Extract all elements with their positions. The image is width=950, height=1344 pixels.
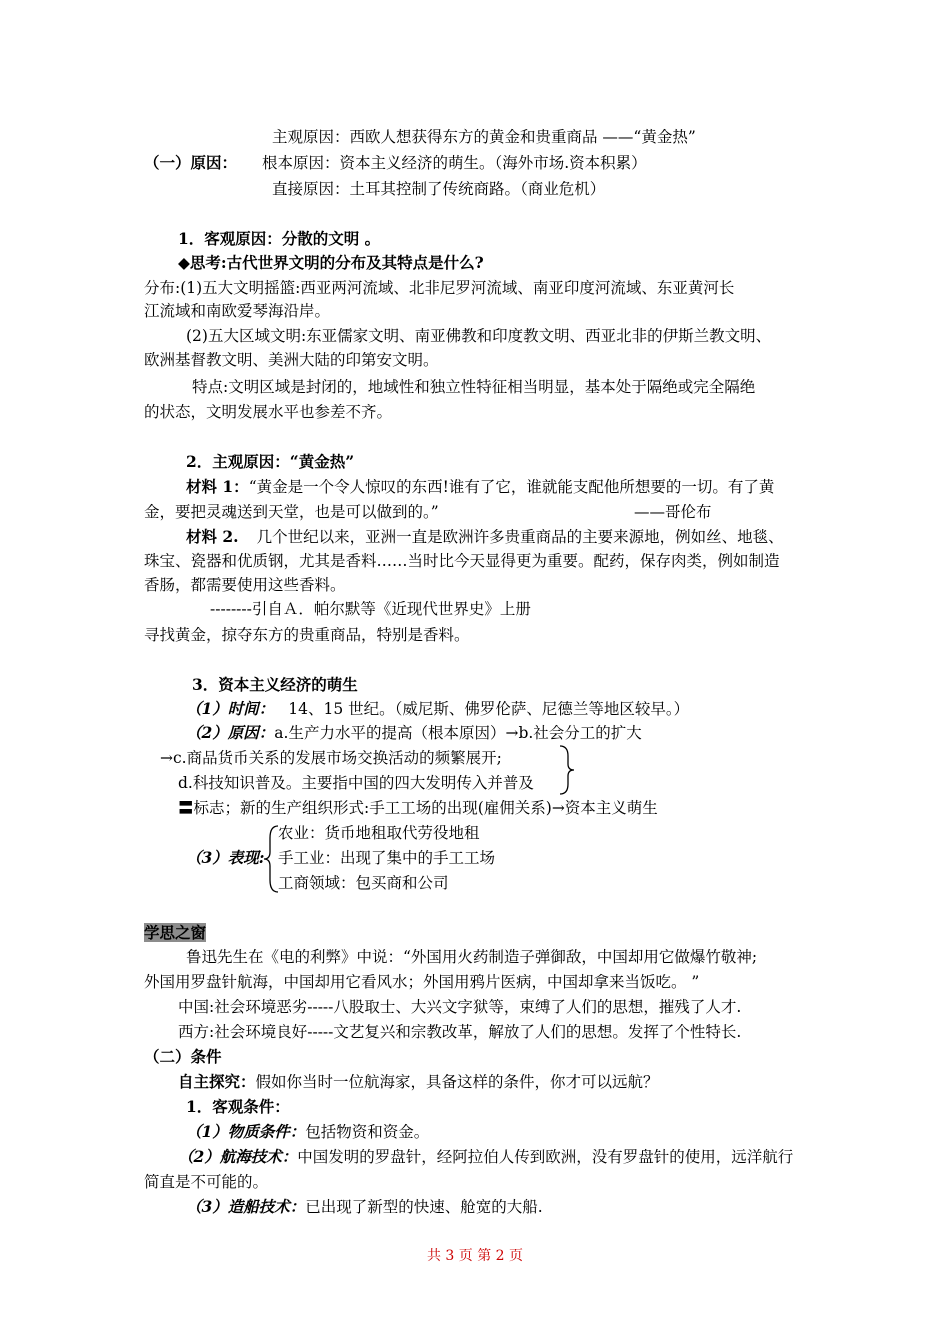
explore-row: [178, 1071, 659, 1093]
reason-a: a.生产力水平的提高（根本原因）→b.社会分工的扩大: [274, 724, 642, 742]
objective-heading: 1．客观条件：: [186, 1097, 290, 1116]
reason-d: d.科技知识普及。主要指中国的四大发明传入并普及: [178, 774, 534, 792]
mark-row: 〓标志；新的生产组织形式:手工工场的出现(雇佣关系)→资本主义萌生: [178, 799, 658, 817]
section-2-summary: 寻找黄金，掠夺东方的贵重商品，特别是香料。: [144, 626, 470, 644]
expression-handicraft: 手工业：出现了集中的手工工场: [278, 849, 496, 867]
window-west: 西方:社会环境良好-----文艺复兴和宗教改革，解放了人们的思想。发挥了个性特长.: [178, 1023, 742, 1041]
section-3-heading: 3．资本主义经济的萌生: [192, 675, 358, 694]
distribution-line-3: (2)五大区域文明:东亚儒家文明、南亚佛教和印度教文明、西亚北非的伊斯兰教文明、: [186, 327, 772, 345]
navigation-tech: [178, 1146, 793, 1168]
cause-direct: 直接原因：土耳其控制了传统商路。（商业危机）: [272, 180, 606, 198]
expression-commerce: 工商领域：包买商和公司: [278, 874, 449, 892]
window-para-1: 鲁迅先生在《电的利弊》中说：“外国用火药制造子弹御敌，中国却用它做爆竹敬神;: [186, 948, 758, 966]
navigation-tech-line-2: 简直是不可能的。: [144, 1173, 269, 1191]
explore-text: 假如你当时一位航海家，具备这样的条件，你才可以远航？: [255, 1073, 659, 1091]
material-1-author: ——哥伦布: [634, 503, 712, 521]
reason-brace: [556, 744, 578, 796]
shipbuilding-tech-text: 已出现了新型的快速、舱宽的大船.: [305, 1198, 543, 1216]
reason-c: →c.商品货币关系的发展市场交换活动的频繁展开;: [160, 749, 502, 767]
cause-label: （一）原因：: [144, 153, 238, 172]
reason-row: [186, 722, 642, 744]
material-1: [186, 476, 774, 498]
feature-line-2: 的状态，文明发展水平也参差不齐。: [144, 403, 393, 421]
window-title: 学思之窗: [144, 923, 207, 942]
material-condition: [186, 1121, 429, 1143]
shipbuilding-tech: [186, 1196, 543, 1218]
material-source: --------引自Ａ．帕尔默等《近现代世界史》上册: [210, 600, 531, 618]
material-1-text: “黄金是一个令人惊叹的东西!谁有了它，谁就能支配他所想要的一切。有了黄: [248, 478, 775, 496]
expression-agriculture: 农业：货币地租取代劳役地租: [278, 824, 480, 842]
time-row: [186, 698, 689, 720]
cause-root: 根本原因：资本主义经济的萌生。（海外市场.资本积累）: [262, 154, 647, 172]
time-text: 14、15 世纪。（威尼斯、佛罗伦萨、尼德兰等地区较早。）: [288, 700, 690, 718]
cause-subjective: 主观原因：西欧人想获得东方的黄金和贵重商品 ——“黄金热”: [272, 128, 696, 146]
material-1-label: 材料 1：: [186, 477, 249, 496]
explore-label: 自主探究：: [178, 1072, 256, 1091]
material-2-text: 几个世纪以来，亚洲一直是欧洲许多贵重商品的主要来源地，例如丝、地毯、: [256, 528, 784, 546]
section-2-heading: 2．主观原因：“黄金热”: [186, 452, 355, 471]
page-footer: 共 3 页 第 2 页: [426, 1248, 524, 1264]
shipbuilding-tech-label: （3）造船技术：: [186, 1197, 306, 1216]
material-2-label: 材料 2.: [186, 527, 239, 546]
window-para-2: 外国用罗盘针航海，中国却用它看风水；外国用鸦片医病，中国却拿来当饭吃。 ”: [144, 973, 700, 991]
navigation-tech-label: （2）航海技术：: [178, 1147, 298, 1166]
navigation-tech-text: 中国发明的罗盘针，经阿拉伯人传到欧洲，没有罗盘针的使用，远洋航行: [297, 1148, 794, 1166]
distribution-line-4: 欧洲基督教文明、美洲大陆的印第安文明。: [144, 351, 439, 369]
material-condition-label: （1）物质条件：: [186, 1122, 306, 1141]
reason-label: （2）原因：: [186, 723, 275, 742]
expression-label: （3）表现:: [186, 848, 265, 867]
material-condition-text: 包括物资和资金。: [305, 1123, 430, 1141]
material-2-line-3: 香肠，都需要使用这些香料。: [144, 576, 346, 594]
window-china: 中国:社会环境恶劣-----八股取士、大兴文字狱等，束缚了人们的思想，摧残了人才.: [178, 998, 742, 1016]
distribution-line-2: 江流域和南欧爱琴海沿岸。: [144, 302, 331, 320]
material-2: [186, 526, 784, 548]
material-1-line-2: 金，要把灵魂送到天堂，也是可以做到的。”: [144, 503, 439, 521]
distribution-line-1: 分布:(1)五大文明摇篮:西亚两河流域、北非尼罗河流域、南亚印度河流域、东亚黄河长: [144, 279, 735, 297]
conditions-heading: （二）条件: [144, 1047, 222, 1066]
material-2-line-2: 珠宝、瓷器和优质钢，尤其是香料……当时比今天显得更为重要。配药，保存肉类，例如制造: [144, 552, 780, 570]
section-1-heading: 1．客观原因：分散的文明 。: [178, 229, 381, 248]
time-label: （1）时间：: [186, 699, 275, 718]
feature-line-1: 特点:文明区域是封闭的，地域性和独立性特征相当明显，基本处于隔绝或完全隔绝: [192, 378, 756, 396]
think-question: ◆思考:古代世界文明的分布及其特点是什么?: [178, 253, 484, 272]
